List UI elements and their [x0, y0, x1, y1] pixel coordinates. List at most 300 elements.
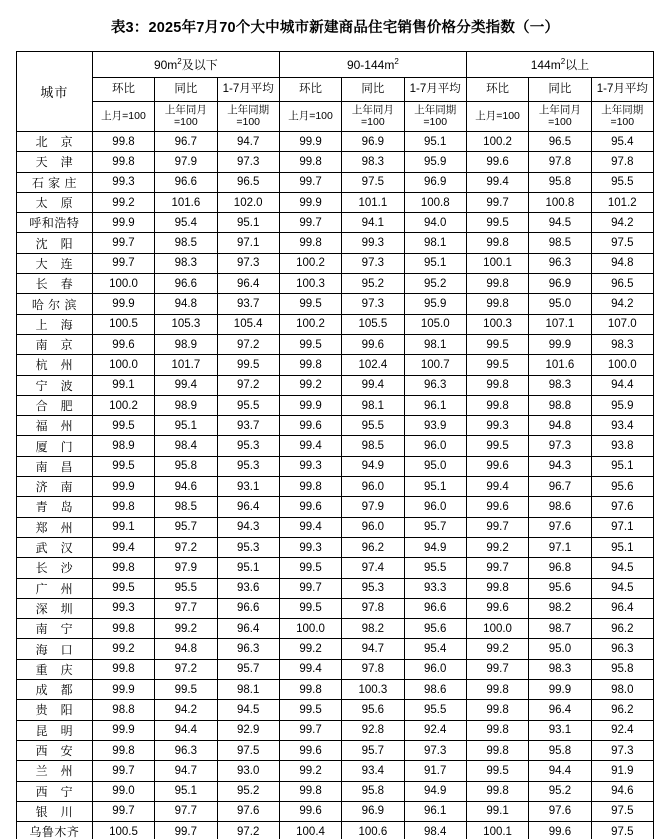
table-row — [17, 517, 654, 537]
index-value: 97.6 — [529, 801, 591, 821]
index-value: 99.2 — [92, 192, 154, 212]
index-value: 99.2 — [279, 375, 341, 395]
index-value: 99.5 — [92, 578, 154, 598]
index-value: 94.9 — [404, 781, 466, 801]
index-value: 98.1 — [342, 395, 404, 415]
table-row — [17, 334, 654, 354]
index-value: 99.2 — [466, 537, 528, 557]
table-row — [17, 619, 654, 639]
index-value: 100.7 — [404, 355, 466, 375]
city-name: 成 都 — [17, 680, 93, 700]
index-value: 96.2 — [342, 537, 404, 557]
index-value: 96.2 — [591, 619, 653, 639]
index-value: 96.5 — [217, 172, 279, 192]
index-value: 96.0 — [404, 659, 466, 679]
city-name: 大 连 — [17, 253, 93, 273]
city-name: 长 春 — [17, 274, 93, 294]
table-row — [17, 132, 654, 152]
index-value: 94.8 — [591, 253, 653, 273]
index-value: 107.1 — [529, 314, 591, 334]
index-value: 99.8 — [466, 375, 528, 395]
index-value: 96.3 — [155, 740, 217, 760]
header-sub-2-2 — [591, 78, 653, 102]
index-value: 99.8 — [92, 132, 154, 152]
index-value: 97.7 — [155, 598, 217, 618]
table-row — [17, 152, 654, 172]
index-value: 95.5 — [404, 558, 466, 578]
header-group-2-tail: 以上 — [565, 58, 590, 72]
index-value: 97.2 — [217, 334, 279, 354]
index-value: 99.3 — [466, 416, 528, 436]
index-value: 95.9 — [591, 395, 653, 415]
table-row — [17, 253, 654, 273]
index-value: 95.4 — [155, 213, 217, 233]
index-value: 92.9 — [217, 720, 279, 740]
index-value: 91.9 — [591, 761, 653, 781]
index-value: 99.8 — [92, 152, 154, 172]
index-value: 96.4 — [217, 274, 279, 294]
index-value: 105.3 — [155, 314, 217, 334]
index-value: 99.7 — [279, 720, 341, 740]
index-value: 95.7 — [404, 517, 466, 537]
index-value: 97.2 — [217, 822, 279, 839]
header-sub-0-0: 环比 — [92, 78, 154, 102]
index-value: 97.5 — [342, 172, 404, 192]
index-value: 99.9 — [92, 477, 154, 497]
index-value: 97.3 — [529, 436, 591, 456]
index-value: 96.6 — [155, 172, 217, 192]
city-name: 广 州 — [17, 578, 93, 598]
index-value: 96.6 — [404, 598, 466, 618]
index-value: 96.3 — [217, 639, 279, 659]
index-value: 95.3 — [217, 537, 279, 557]
table-row — [17, 172, 654, 192]
index-value: 96.7 — [155, 132, 217, 152]
index-value: 99.7 — [92, 233, 154, 253]
index-value: 99.7 — [92, 801, 154, 821]
index-value: 107.0 — [591, 314, 653, 334]
city-name: 海 口 — [17, 639, 93, 659]
city-name: 杭 州 — [17, 355, 93, 375]
index-value: 97.3 — [342, 294, 404, 314]
index-value: 96.5 — [591, 274, 653, 294]
index-value: 98.8 — [529, 395, 591, 415]
table-row — [17, 740, 654, 760]
index-value: 96.3 — [591, 639, 653, 659]
header-base-2-1: 上年同月=100 — [529, 102, 591, 132]
index-value: 99.4 — [466, 477, 528, 497]
city-name: 乌鲁木齐 — [17, 822, 93, 839]
index-value: 99.5 — [92, 456, 154, 476]
index-value: 97.2 — [155, 659, 217, 679]
index-value: 99.8 — [92, 740, 154, 760]
index-value: 95.5 — [404, 700, 466, 720]
city-name: 太 原 — [17, 192, 93, 212]
index-value: 94.3 — [217, 517, 279, 537]
index-value: 95.6 — [591, 477, 653, 497]
index-value: 105.5 — [342, 314, 404, 334]
index-value: 93.4 — [591, 416, 653, 436]
index-value: 98.5 — [155, 233, 217, 253]
index-value: 97.9 — [155, 152, 217, 172]
city-name: 石 家 庄 — [17, 172, 93, 192]
city-name: 福 州 — [17, 416, 93, 436]
index-value: 99.9 — [279, 192, 341, 212]
index-value: 93.7 — [217, 416, 279, 436]
index-value: 96.0 — [404, 436, 466, 456]
index-value: 99.8 — [92, 497, 154, 517]
city-name: 兰 州 — [17, 761, 93, 781]
table-body — [17, 132, 654, 839]
index-value: 99.5 — [466, 334, 528, 354]
index-value: 100.2 — [92, 395, 154, 415]
table-row — [17, 274, 654, 294]
city-name: 天 津 — [17, 152, 93, 172]
table-row — [17, 477, 654, 497]
header-group-0-tail: 及以下 — [181, 58, 218, 72]
city-name: 上 海 — [17, 314, 93, 334]
city-name: 贵 阳 — [17, 700, 93, 720]
index-value: 97.5 — [217, 740, 279, 760]
index-value: 100.8 — [404, 192, 466, 212]
header-sub-0-1: 同比 — [155, 78, 217, 102]
city-name: 昆 明 — [17, 720, 93, 740]
index-value: 99.5 — [279, 334, 341, 354]
index-value: 99.2 — [279, 639, 341, 659]
index-value: 99.8 — [466, 233, 528, 253]
table-row — [17, 700, 654, 720]
index-value: 93.1 — [529, 720, 591, 740]
index-value: 98.3 — [155, 253, 217, 273]
index-value: 99.1 — [466, 801, 528, 821]
index-value: 95.7 — [155, 517, 217, 537]
index-value: 100.0 — [279, 619, 341, 639]
index-value: 97.3 — [404, 740, 466, 760]
index-value: 99.5 — [217, 355, 279, 375]
index-value: 99.6 — [466, 598, 528, 618]
table-row — [17, 598, 654, 618]
index-value: 95.8 — [591, 659, 653, 679]
index-value: 95.5 — [591, 172, 653, 192]
index-value: 98.6 — [404, 680, 466, 700]
index-value: 101.1 — [342, 192, 404, 212]
index-value: 99.8 — [466, 680, 528, 700]
index-value: 96.6 — [155, 274, 217, 294]
index-value: 97.1 — [217, 233, 279, 253]
index-value: 99.9 — [279, 132, 341, 152]
index-value: 98.5 — [342, 436, 404, 456]
index-value: 99.1 — [92, 517, 154, 537]
header-base-2-2: 上年同期=100 — [591, 102, 653, 132]
header-sub-1-2 — [404, 78, 466, 102]
index-value: 99.5 — [466, 213, 528, 233]
index-value: 94.2 — [155, 700, 217, 720]
index-value: 96.3 — [404, 375, 466, 395]
index-value: 97.1 — [529, 537, 591, 557]
header-group-1-sup: 2 — [394, 57, 399, 66]
index-value: 96.9 — [404, 172, 466, 192]
index-value: 99.9 — [92, 720, 154, 740]
index-value: 99.6 — [466, 152, 528, 172]
index-value: 95.7 — [342, 740, 404, 760]
index-value: 100.3 — [342, 680, 404, 700]
city-name: 北 京 — [17, 132, 93, 152]
header-sub-2-1: 同比 — [529, 78, 591, 102]
index-value: 97.6 — [529, 517, 591, 537]
index-value: 99.7 — [279, 172, 341, 192]
index-value: 100.0 — [591, 355, 653, 375]
index-value: 95.6 — [342, 700, 404, 720]
index-value: 99.8 — [279, 233, 341, 253]
index-value: 96.9 — [342, 801, 404, 821]
index-value: 95.1 — [591, 537, 653, 557]
table-row — [17, 822, 654, 839]
index-value: 100.2 — [466, 132, 528, 152]
index-value: 98.1 — [404, 233, 466, 253]
index-value: 95.6 — [404, 619, 466, 639]
index-value: 99.8 — [92, 619, 154, 639]
index-value: 96.4 — [217, 497, 279, 517]
index-value: 97.1 — [591, 517, 653, 537]
index-value: 95.7 — [217, 659, 279, 679]
index-value: 96.4 — [591, 598, 653, 618]
index-value: 92.4 — [591, 720, 653, 740]
table-row — [17, 761, 654, 781]
index-value: 95.1 — [404, 477, 466, 497]
index-value: 96.0 — [342, 517, 404, 537]
index-value: 95.1 — [217, 213, 279, 233]
city-name: 武 汉 — [17, 537, 93, 557]
index-value: 96.1 — [404, 395, 466, 415]
index-value: 97.8 — [342, 598, 404, 618]
index-value: 95.1 — [591, 456, 653, 476]
index-value: 100.2 — [279, 314, 341, 334]
index-value: 99.5 — [279, 700, 341, 720]
header-base-row — [17, 102, 654, 132]
index-value: 97.6 — [591, 497, 653, 517]
index-value: 93.8 — [591, 436, 653, 456]
index-value: 99.7 — [466, 558, 528, 578]
index-value: 100.3 — [279, 274, 341, 294]
index-value: 100.2 — [279, 253, 341, 273]
index-value: 97.8 — [342, 659, 404, 679]
index-value: 100.0 — [92, 355, 154, 375]
index-value: 97.8 — [529, 152, 591, 172]
index-value: 99.7 — [466, 517, 528, 537]
index-value: 99.4 — [155, 375, 217, 395]
index-value: 100.5 — [92, 314, 154, 334]
index-value: 95.0 — [404, 456, 466, 476]
index-value: 96.7 — [529, 477, 591, 497]
table-row — [17, 659, 654, 679]
index-value: 102.4 — [342, 355, 404, 375]
index-value: 95.5 — [342, 416, 404, 436]
index-value: 99.6 — [529, 822, 591, 839]
header-group-1 — [279, 52, 466, 78]
index-value: 95.4 — [591, 132, 653, 152]
index-value: 96.4 — [217, 619, 279, 639]
table-row — [17, 355, 654, 375]
index-value: 99.1 — [92, 375, 154, 395]
index-value: 96.2 — [591, 700, 653, 720]
index-value: 99.8 — [466, 578, 528, 598]
header-base-1-1: 上年同月=100 — [342, 102, 404, 132]
index-value: 100.8 — [529, 192, 591, 212]
index-value: 98.2 — [529, 598, 591, 618]
index-value: 101.2 — [591, 192, 653, 212]
index-value: 98.1 — [404, 334, 466, 354]
index-value: 93.6 — [217, 578, 279, 598]
index-value: 99.5 — [92, 416, 154, 436]
index-value: 100.0 — [92, 274, 154, 294]
index-value: 94.2 — [591, 294, 653, 314]
table-header — [17, 52, 654, 132]
index-value: 91.7 — [404, 761, 466, 781]
table-row — [17, 537, 654, 557]
index-value: 99.7 — [279, 578, 341, 598]
index-value: 99.6 — [279, 801, 341, 821]
index-value: 95.0 — [529, 294, 591, 314]
header-sub-row — [17, 78, 654, 102]
index-value: 95.2 — [217, 781, 279, 801]
city-name: 呼和浩特 — [17, 213, 93, 233]
index-value: 95.9 — [404, 152, 466, 172]
index-value: 94.6 — [591, 781, 653, 801]
table-row — [17, 497, 654, 517]
index-value: 94.5 — [591, 578, 653, 598]
page-title: 表3：2025年7月70个大中城市新建商品住宅销售价格分类指数（一） — [110, 20, 560, 36]
index-value: 98.3 — [529, 659, 591, 679]
index-value: 99.6 — [279, 416, 341, 436]
index-value: 99.8 — [466, 395, 528, 415]
index-value: 97.3 — [591, 740, 653, 760]
index-value: 105.4 — [217, 314, 279, 334]
header-base-0-1: 上年同月=100 — [155, 102, 217, 132]
header-sub-2-2-label: 1-7月平均 — [596, 83, 648, 96]
index-value: 99.2 — [279, 761, 341, 781]
index-value: 99.4 — [279, 659, 341, 679]
index-value: 98.0 — [591, 680, 653, 700]
city-name: 哈 尔 滨 — [17, 294, 93, 314]
index-value: 102.0 — [217, 192, 279, 212]
index-value: 99.3 — [279, 456, 341, 476]
index-value: 94.4 — [155, 720, 217, 740]
index-value: 99.5 — [279, 294, 341, 314]
index-value: 95.1 — [217, 558, 279, 578]
city-name: 青 岛 — [17, 497, 93, 517]
table-row — [17, 781, 654, 801]
index-value: 94.1 — [342, 213, 404, 233]
table-row — [17, 314, 654, 334]
index-value: 99.3 — [92, 172, 154, 192]
index-value: 99.8 — [466, 274, 528, 294]
city-name: 南 京 — [17, 334, 93, 354]
city-name: 沈 阳 — [17, 233, 93, 253]
index-value: 94.5 — [217, 700, 279, 720]
index-value: 96.6 — [217, 598, 279, 618]
index-value: 98.7 — [529, 619, 591, 639]
index-value: 99.8 — [279, 680, 341, 700]
index-value: 95.3 — [217, 436, 279, 456]
index-value: 99.4 — [92, 537, 154, 557]
header-group-1-main: 90-144m — [346, 58, 395, 72]
index-value: 99.7 — [92, 761, 154, 781]
index-value: 96.0 — [342, 477, 404, 497]
index-value: 95.8 — [529, 172, 591, 192]
index-value: 96.9 — [342, 132, 404, 152]
header-sub-0-2-label: 1-7月平均 — [222, 83, 274, 96]
index-value: 95.9 — [404, 294, 466, 314]
table-row — [17, 233, 654, 253]
index-value: 97.4 — [342, 558, 404, 578]
index-value: 95.1 — [155, 781, 217, 801]
header-group-2-main: 144m — [530, 58, 561, 72]
index-value: 99.8 — [279, 152, 341, 172]
index-value: 99.3 — [279, 537, 341, 557]
city-name: 厦 门 — [17, 436, 93, 456]
index-value: 100.4 — [279, 822, 341, 839]
index-value: 99.6 — [92, 334, 154, 354]
index-value: 99.4 — [279, 436, 341, 456]
index-value: 99.7 — [279, 213, 341, 233]
index-value: 99.7 — [466, 659, 528, 679]
index-value: 94.8 — [155, 294, 217, 314]
index-value: 99.8 — [92, 659, 154, 679]
table-row — [17, 192, 654, 212]
index-value: 94.6 — [155, 477, 217, 497]
index-value: 97.5 — [591, 233, 653, 253]
index-value: 99.9 — [92, 680, 154, 700]
city-name: 西 安 — [17, 740, 93, 760]
table-row — [17, 395, 654, 415]
index-value: 99.6 — [279, 740, 341, 760]
index-value: 101.7 — [155, 355, 217, 375]
index-value: 98.3 — [342, 152, 404, 172]
index-value: 98.4 — [155, 436, 217, 456]
header-group-2 — [466, 52, 653, 78]
index-value: 95.2 — [342, 274, 404, 294]
index-value: 100.1 — [466, 822, 528, 839]
city-name: 重 庆 — [17, 659, 93, 679]
table-row — [17, 801, 654, 821]
index-value: 99.4 — [466, 172, 528, 192]
index-value: 99.9 — [92, 294, 154, 314]
index-value: 93.1 — [217, 477, 279, 497]
index-value: 95.8 — [342, 781, 404, 801]
index-value: 95.4 — [404, 639, 466, 659]
city-name: 宁 波 — [17, 375, 93, 395]
index-value: 99.5 — [279, 598, 341, 618]
index-value: 92.8 — [342, 720, 404, 740]
index-value: 99.8 — [466, 700, 528, 720]
index-value: 98.5 — [155, 497, 217, 517]
index-value: 99.8 — [279, 477, 341, 497]
index-value: 100.5 — [92, 822, 154, 839]
index-value: 94.7 — [217, 132, 279, 152]
index-value: 99.4 — [279, 517, 341, 537]
header-group-0-main: 90m — [153, 58, 178, 72]
table-row — [17, 456, 654, 476]
index-value: 94.8 — [529, 416, 591, 436]
index-value: 101.6 — [155, 192, 217, 212]
index-value: 97.2 — [155, 537, 217, 557]
index-value: 105.0 — [404, 314, 466, 334]
index-value: 95.2 — [529, 781, 591, 801]
index-value: 99.4 — [342, 375, 404, 395]
index-value: 97.9 — [342, 497, 404, 517]
index-value: 94.8 — [155, 639, 217, 659]
index-value: 99.5 — [466, 355, 528, 375]
